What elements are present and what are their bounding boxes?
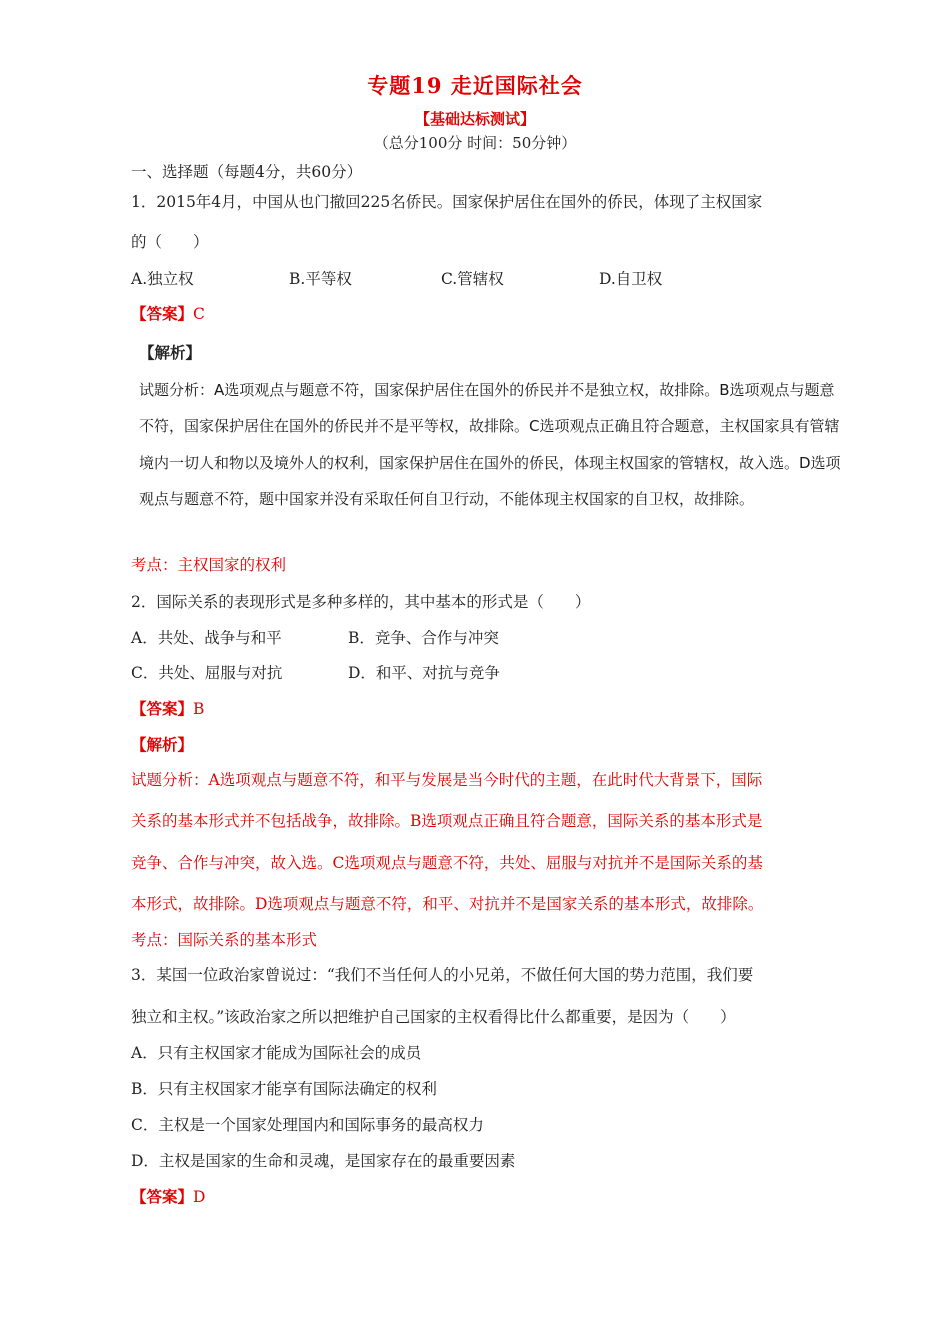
q1-analysis-line1: 试题分析：A选项观点与题意不符，国家保护居住在国外的侨民并不是独立权，故排除。B选项观点与题意 — [139, 381, 835, 399]
q1-stem-line2: 的（ ） — [131, 233, 209, 251]
q2-analysis-line2: 关系的基本形式并不包括战争，故排除。B选项观点正确且符合题意，国际关系的基本形式是 — [131, 812, 763, 830]
q2-option-a: A．共处、战争与和平 — [131, 629, 282, 647]
q2-answer-value: B — [193, 700, 205, 718]
q1-analysis-label: 【解析】 — [139, 343, 202, 362]
q3-stem-line1: 3．某国一位政治家曾说过：“我们不当任何人的小兄弟，不做任何大国的势力范围，我们要 — [131, 966, 754, 984]
q1-option-d: D.自卫权 — [599, 270, 663, 288]
q1-analysis-line4: 观点与题意不符，题中国家并没有采取任何自卫行动，不能体现主权国家的自卫权，故排除。 — [139, 490, 755, 508]
q1-option-b: B.平等权 — [289, 270, 352, 288]
q3-answer-value: D — [193, 1188, 206, 1206]
page-subtitle: 【基础达标测试】 — [414, 110, 535, 128]
q1-analysis-line2: 不符，国家保护居住在国外的侨民并不是平等权，故排除。C选项观点正确且符合题意，主权国家具有管辖 — [139, 417, 840, 435]
q2-kaodian: 考点：国际关系的基本形式 — [131, 931, 318, 949]
q3-answer-label: 【答案】 — [131, 1187, 194, 1206]
q2-analysis-label: 【解析】 — [131, 735, 194, 754]
q3-option-c: C．主权是一个国家处理国内和国际事务的最高权力 — [131, 1116, 484, 1134]
q3-answer — [131, 1185, 205, 1207]
q2-option-d: D．和平、对抗与竞争 — [348, 664, 500, 682]
q3-option-a: A．只有主权国家才能成为国际社会的成员 — [131, 1044, 422, 1062]
q1-answer-label: 【答案】 — [131, 304, 194, 323]
q2-answer-label: 【答案】 — [131, 699, 194, 718]
q2-answer — [131, 697, 204, 719]
q2-option-c: C．共处、屈服与对抗 — [131, 664, 283, 682]
q2-analysis-line4: 本形式，故排除。D选项观点与题意不符，和平、对抗并不是国家关系的基本形式，故排除。 — [131, 895, 764, 913]
q3-option-d: D．主权是国家的生命和灵魂，是国家存在的最重要因素 — [131, 1152, 516, 1170]
section-heading: 一、选择题（每题4分，共60分） — [131, 163, 363, 181]
q2-analysis-line1: 试题分析：A选项观点与题意不符，和平与发展是当今时代的主题，在此时代大背景下，国际 — [131, 771, 763, 789]
q1-analysis-line3: 境内一切人和物以及境外人的权利，国家保护居住在国外的侨民，体现主权国家的管辖权，故入选。D选项 — [139, 454, 841, 472]
page-title: 专题19 走近国际社会 — [367, 73, 583, 98]
q1-option-c: C.管辖权 — [441, 270, 504, 288]
q1-option-a: A.独立权 — [131, 270, 194, 288]
q1-kaodian: 考点：主权国家的权利 — [131, 556, 287, 574]
q2-option-b: B．竞争、合作与冲突 — [348, 629, 499, 647]
score-info: （总分100分 时间：50分钟） — [373, 134, 577, 152]
q3-option-b: B．只有主权国家才能享有国际法确定的权利 — [131, 1080, 437, 1098]
q1-stem-line1: 1．2015年4月，中国从也门撤回225名侨民。国家保护居住在国外的侨民，体现了主权国家 — [131, 193, 763, 211]
q2-analysis-line3: 竞争、合作与冲突，故入选。C选项观点与题意不符，共处、屈服与对抗并不是国际关系的基 — [131, 854, 763, 872]
q1-answer-value: C — [193, 305, 205, 323]
q1-answer — [131, 302, 205, 324]
q3-stem-line2: 独立和主权。”该政治家之所以把维护自己国家的主权看得比什么都重要，是因为（ ） — [131, 1008, 736, 1026]
q2-stem: 2．国际关系的表现形式是多种多样的，其中基本的形式是（ ） — [131, 593, 591, 611]
